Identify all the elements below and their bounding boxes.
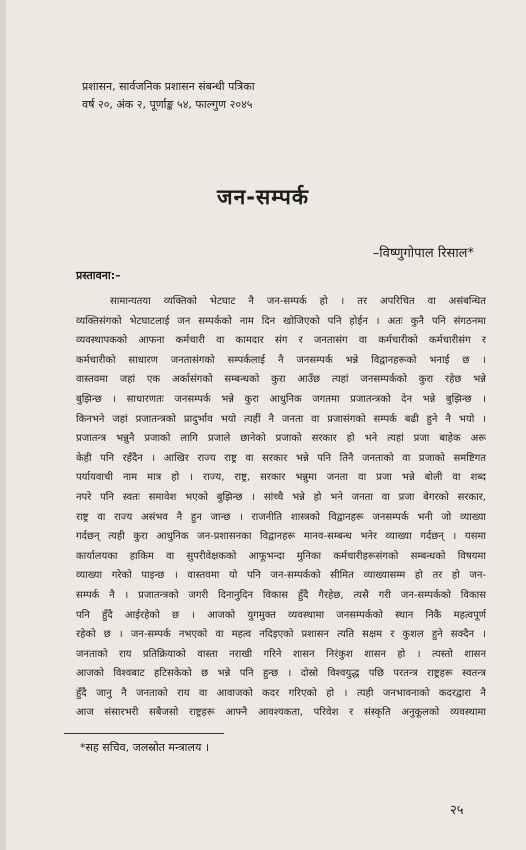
footnote-divider	[64, 733, 224, 734]
body-line: आज संसारभरी सबैजसो राष्ट्रहरू आफ्नै आवश्यकता, परिवेश र संस्कृति अनुकूलको व्यवस्थामा	[76, 707, 486, 719]
body-line: सामान्यतया व्यक्तिको भेटघाट नै जन-सम्पर्क हो । तर अपरिचित वा असंबन्धित	[110, 296, 486, 307]
body-line: वास्तवमा जहां एक अर्कासंगको सम्बन्धको कुरा आउँछ त्यहां जनसम्पर्कको कुरा रहेछ भन्ने	[76, 374, 486, 386]
body-line: सम्पर्क नै । प्रजातन्त्रको जगरी दिनानुदिन विकास हुँदै गैरहेछ, त्यसै गरी जन-सम्पर्कको विकास	[76, 589, 486, 601]
body-line: हुँदै जानु नै जनताको राय वा आवाजको कदर गरिएको हो । त्यही जनभावनाको कदरद्वारा नै	[76, 687, 486, 699]
body-line: व्यवस्थापकको आफना कर्मचारी वा कामदार संग र जनतासंग वा कर्मचारीको कर्मचारीसंग र	[76, 335, 486, 347]
article-title: जन-सम्पर्क	[217, 185, 309, 209]
body-line: नपरे पनि स्वतः समावेश भएको बुझिन्छ । सांच्चै भन्ने हो भने जनता वा प्रजा बेगरको सरकार,	[76, 491, 486, 503]
footnote: *सह सचिव, जलस्रोत मन्त्रालय ।	[80, 741, 210, 754]
body-line: आजको विश्वबाट हटिसकेको छ भन्ने पनि हुन्छ । दोस्रो विश्वयुद्ध पछि परतन्त्र राष्ट्रहरू स्वतन्त्र	[76, 668, 486, 680]
body-line: कर्मचारीको साधारण जनतासंगको सम्पर्कलाई नै जनसम्पर्क भन्ने विद्वानहरूको भनाई छ ।	[76, 354, 486, 366]
section-heading: प्रस्तावना:–	[76, 269, 121, 282]
body-paragraph	[76, 292, 486, 723]
body-line: रहेको छ । जन-सम्पर्क नभएको वा महत्व नदिइएको प्रशासन त्यति सक्षम र कुशल हुने सक्दैन ।	[76, 629, 486, 641]
page-edge	[0, 0, 6, 850]
page-number: २५	[450, 803, 464, 818]
body-line: पनि हुँदै आईरहेको छ । आजको युगमुक्त व्यवस्थामा जनसम्पर्कको स्थान निकै महत्वपूर्ण	[76, 609, 486, 621]
body-line: व्यक्तिसंगको भेटघाटलाई जन सम्पर्कको नाम दिन खोजिएको पनि होईन । अतः कुनै पनि संगठनमा	[76, 315, 486, 327]
body-line: पर्यायवाची नाम मात्र हो । राज्य, राष्ट्र, सरकार भन्नुमा जनता वा प्रजा भन्ने बोली वा शब्द	[76, 472, 486, 484]
body-line: गर्दछन् त्यही कुरा आधुनिक जन-प्रशासनका विद्वानहरू मानव-सम्बन्ध भनेर व्याख्या गर्दछन् । यसमा	[76, 531, 486, 543]
body-line: व्याख्या गरेको पाइन्छ । वास्तवमा यो पनि जन-सम्पर्कको सीमित व्याख्यासम्म हो तर हो जन-	[76, 570, 486, 582]
body-line: प्रजातन्त्र भन्नुनै प्रजाको लागि प्रजाले छानेको प्रजाको सरकार हो भने त्यहां प्रजा बाहेक अरू	[76, 433, 486, 445]
body-line: बुझिन्छ । साधारणतः जनसम्पर्क भन्ने कुरा आधुनिक जगतमा प्रजातन्त्रको देन भन्ने बुझिन्छ ।	[76, 393, 486, 405]
body-line: राष्ट्र वा राज्य असंभव नै हुन जान्छ । राजनीति शास्त्रको विद्वानहरू जनसम्पर्क भनी जो व्याख्या	[76, 511, 486, 523]
body-line: किनभने जहां प्रजातन्त्रको प्रादुर्भाव भयो त्यहीं नै जनता वा प्रजासंगको सम्पर्क बढी हुने नै भयो ।	[76, 413, 486, 425]
body-line: कार्यालयका हाकिम वा सुपरीवेक्षकको आफूभन्दा मुनिका कर्मचारीहरूसंगको सम्बन्धको विषयमा	[76, 550, 486, 562]
journal-name: प्रशासन, सार्वजनिक प्रशासन संबन्धी पत्रिका	[82, 80, 255, 93]
author-name: –विष्णुगोपाल रिसाल*	[372, 246, 474, 261]
body-line: केही पनि रहँदैन । आखिर राज्य राष्ट्र वा सरकार भन्ने पनि तिनै जनताको वा प्रजाको समष्टिगत	[76, 452, 486, 464]
body-line: जनताको राय प्रतिक्रियाको वास्ता नराखी गरिने शासन निरंकुश शासन हो । त्यस्तो शासन	[76, 648, 486, 660]
issue-info: वर्ष २०, अंक २, पूर्णाङ्क ५४, फाल्गुण २०४५	[82, 98, 253, 111]
journal-header	[82, 78, 402, 114]
